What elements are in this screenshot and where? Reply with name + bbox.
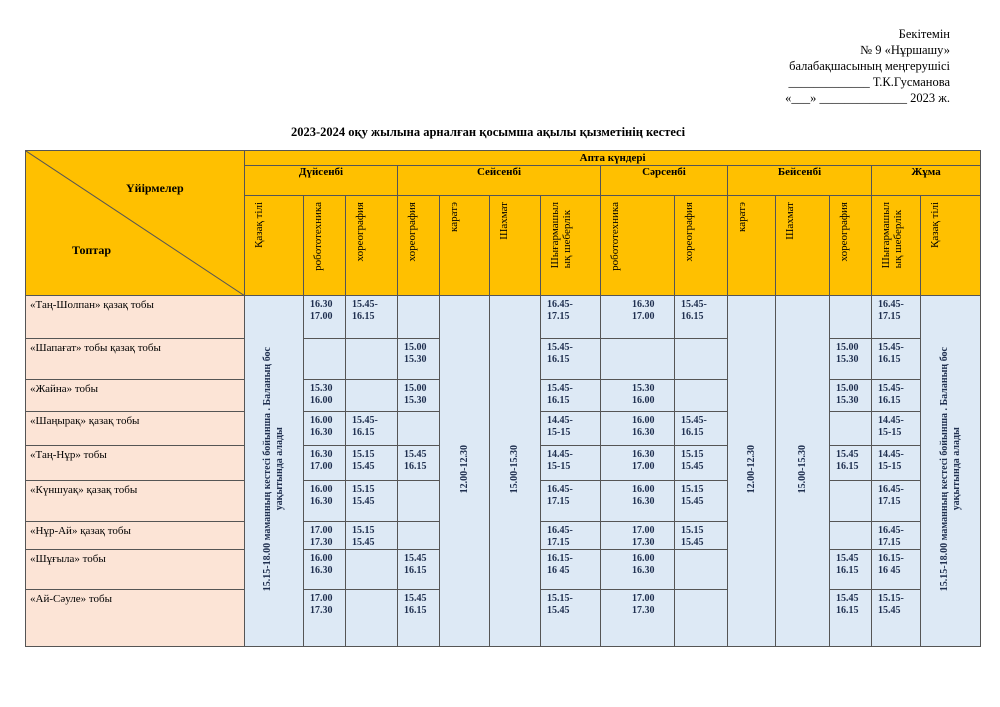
- creative-tuesday-cell: 14.45- 15-15: [541, 446, 601, 481]
- creative-friday-cell: 14.45- 15-15: [872, 412, 921, 446]
- choreography-monday-cell: [346, 550, 398, 590]
- robotics-wednesday-cell: 16.00 16.30: [601, 481, 675, 522]
- day-monday: Дүйсенбі: [245, 166, 398, 196]
- choreography-tuesday-cell: 15.00 15.30: [398, 339, 440, 380]
- creative-tuesday-cell: 16.45- 17.15: [541, 296, 601, 339]
- subject-label: Шахмат: [498, 202, 510, 240]
- approval-line-1: Бекітемін: [898, 27, 950, 41]
- group-name: «Таң-Нұр» тобы: [26, 446, 245, 481]
- approval-block: [700, 26, 950, 106]
- choreography-wednesday-cell: [675, 550, 728, 590]
- subject-header: [728, 196, 776, 296]
- choreography-monday-cell: [346, 590, 398, 647]
- day-tuesday: Сейсенбі: [398, 166, 601, 196]
- robotics-wednesday-cell: 17.00 17.30: [601, 522, 675, 550]
- robotics-wednesday-cell: 16.30 17.00: [601, 296, 675, 339]
- creative-tuesday-cell: 14.45- 15-15: [541, 412, 601, 446]
- group-name: «Күншуақ» қазақ тобы: [26, 481, 245, 522]
- creative-friday-cell: 16.15- 16 45: [872, 550, 921, 590]
- choreography-wednesday-cell: 15.45- 16.15: [675, 412, 728, 446]
- choreography-wednesday-cell: [675, 339, 728, 380]
- choreography-monday-cell: 15.15 15.45: [346, 522, 398, 550]
- robotics-monday-cell: [304, 339, 346, 380]
- robotics-wednesday-cell: 16.30 17.00: [601, 446, 675, 481]
- approval-line-3: балабақшасының меңгерушісі: [789, 59, 950, 73]
- choreography-monday-cell: [346, 339, 398, 380]
- subject-header: [776, 196, 830, 296]
- choreography-thursday-cell: [830, 481, 872, 522]
- choreography-thursday-cell: 15.45 16.15: [830, 550, 872, 590]
- creative-tuesday-cell: 16.45- 17.15: [541, 481, 601, 522]
- choreography-thursday-cell: 15.45 16.15: [830, 446, 872, 481]
- choreography-wednesday-cell: 15.15 15.45: [675, 522, 728, 550]
- choreography-monday-cell: 15.45- 16.15: [346, 296, 398, 339]
- header-diagonal-cell: [26, 151, 245, 296]
- subject-label: робототехника: [312, 202, 324, 271]
- creative-tuesday-cell: 15.15- 15.45: [541, 590, 601, 647]
- robotics-monday-cell: 15.30 16.00: [304, 380, 346, 412]
- subject-label: каратэ: [736, 202, 748, 232]
- robotics-monday-cell: 16.30 17.00: [304, 446, 346, 481]
- subject-label: Шахмат: [784, 202, 796, 240]
- group-name: «Шаңырақ» қазақ тобы: [26, 412, 245, 446]
- choreography-tuesday-cell: 15.00 15.30: [398, 380, 440, 412]
- robotics-monday-cell: 16.00 16.30: [304, 481, 346, 522]
- approval-line-2: № 9 «Нұршашу»: [860, 43, 950, 57]
- choreography-thursday-cell: 15.00 15.30: [830, 339, 872, 380]
- groups-label: Топтар: [72, 243, 112, 257]
- choreography-wednesday-cell: [675, 590, 728, 647]
- document-title: 2023-2024 оқу жылына арналған қосымша ақылы қызметінің кестесі: [290, 125, 686, 139]
- subject-label: хореография: [354, 202, 366, 262]
- subject-label: хореография: [406, 202, 418, 262]
- choreography-wednesday-cell: 15.15 15.45: [675, 481, 728, 522]
- creative-friday-cell: 15.45- 16.15: [872, 339, 921, 380]
- day-thursday: Бейсенбі: [728, 166, 872, 196]
- choreography-thursday-cell: 15.45 16.15: [830, 590, 872, 647]
- robotics-wednesday-cell: [601, 339, 675, 380]
- choreography-thursday-cell: [830, 522, 872, 550]
- subject-header: [398, 196, 440, 296]
- approval-line-4: _____________ Т.К.Гусманова: [788, 75, 950, 89]
- kazakh-monday-span: [245, 296, 304, 647]
- choreography-wednesday-cell: [675, 380, 728, 412]
- subject-label: хореография: [683, 202, 695, 262]
- subject-header: [675, 196, 728, 296]
- weekdays-header: Апта күндері: [245, 151, 981, 166]
- creative-tuesday-cell: 15.45- 16.15: [541, 339, 601, 380]
- choreography-monday-cell: 15.15 15.45: [346, 481, 398, 522]
- kazakh-friday-span-text: 15.15-18.00 маманның кестесі бойынша . Баланың бос уақытында алады: [938, 347, 962, 592]
- subject-header: [490, 196, 541, 296]
- choreography-monday-cell: 15.45- 16.15: [346, 412, 398, 446]
- subject-header: [872, 196, 921, 296]
- subject-label: Шығармашыл ық шеберлік: [549, 202, 573, 269]
- table-row: [26, 296, 981, 339]
- robotics-wednesday-cell: 17.00 17.30: [601, 590, 675, 647]
- choreography-wednesday-cell: 15.15 15.45: [675, 446, 728, 481]
- kazakh-monday-span-text: 15.15-18.00 маманның кестесі бойынша . Баланың бос уақытында алады: [262, 347, 285, 592]
- robotics-monday-cell: 16.00 16.30: [304, 412, 346, 446]
- group-name: «Таң-Шолпан» қазақ тобы: [26, 296, 245, 339]
- choreography-tuesday-cell: [398, 296, 440, 339]
- schedule-table: [25, 150, 981, 647]
- robotics-wednesday-cell: 16.00 16.30: [601, 412, 675, 446]
- choreography-wednesday-cell: 15.45- 16.15: [675, 296, 728, 339]
- subject-header: [541, 196, 601, 296]
- subject-label: Шығармашыл ық шеберлік: [880, 202, 904, 269]
- robotics-wednesday-cell: 15.30 16.00: [601, 380, 675, 412]
- choreography-monday-cell: [346, 380, 398, 412]
- subject-header: [304, 196, 346, 296]
- subject-header: [830, 196, 872, 296]
- diagonal-line: [26, 151, 245, 296]
- creative-friday-cell: 15.45- 16.15: [872, 380, 921, 412]
- robotics-monday-cell: 17.00 17.30: [304, 522, 346, 550]
- creative-tuesday-cell: 16.15- 16 45: [541, 550, 601, 590]
- circles-label: Үйірмелер: [126, 181, 184, 195]
- creative-friday-cell: 16.45- 17.15: [872, 522, 921, 550]
- robotics-monday-cell: 17.00 17.30: [304, 590, 346, 647]
- group-name: «Ай-Сәуле» тобы: [26, 590, 245, 647]
- group-name: «Нұр-Ай» қазақ тобы: [26, 522, 245, 550]
- subject-label: хореография: [838, 202, 850, 262]
- subject-label: робототехника: [609, 202, 621, 271]
- subject-header: [440, 196, 490, 296]
- choreography-tuesday-cell: 15.45 16.15: [398, 446, 440, 481]
- chess-thursday-span: [776, 296, 830, 647]
- group-name: «Шұғыла» тобы: [26, 550, 245, 590]
- day-wednesday: Сәрсенбі: [601, 166, 728, 196]
- subject-header: [921, 196, 981, 296]
- karate-tuesday-span: [440, 296, 490, 647]
- chess-tuesday-span-text: 15.00-15.30: [509, 445, 520, 494]
- schedule-body: [26, 296, 981, 647]
- karate-tuesday-span-text: 12.00-12.30: [458, 445, 470, 494]
- chess-tuesday-span: [490, 296, 541, 647]
- subject-header: [346, 196, 398, 296]
- choreography-thursday-cell: [830, 296, 872, 339]
- creative-friday-cell: 16.45- 17.15: [872, 481, 921, 522]
- choreography-monday-cell: 15.15 15.45: [346, 446, 398, 481]
- group-name: «Шапағат» тобы қазақ тобы: [26, 339, 245, 380]
- robotics-monday-cell: 16.30 17.00: [304, 296, 346, 339]
- chess-thursday-span-text: 15.00-15.30: [796, 445, 808, 494]
- choreography-thursday-cell: 15.00 15.30: [830, 380, 872, 412]
- creative-tuesday-cell: 15.45- 16.15: [541, 380, 601, 412]
- subject-label: Қазақ тілі: [253, 202, 265, 248]
- subject-header: [601, 196, 675, 296]
- choreography-tuesday-cell: [398, 481, 440, 522]
- choreography-thursday-cell: [830, 412, 872, 446]
- group-name: «Жайна» тобы: [26, 380, 245, 412]
- subject-label: каратэ: [448, 202, 460, 232]
- kazakh-friday-span: [921, 296, 981, 647]
- subject-header: [245, 196, 304, 296]
- choreography-tuesday-cell: [398, 412, 440, 446]
- day-friday: Жұма: [872, 166, 981, 196]
- approval-line-5: «___» ______________ 2023 ж.: [785, 91, 950, 105]
- creative-friday-cell: 16.45- 17.15: [872, 296, 921, 339]
- choreography-tuesday-cell: [398, 522, 440, 550]
- subject-label: Қазақ тілі: [929, 202, 941, 248]
- karate-thursday-span-text: 12.00-12.30: [745, 445, 757, 494]
- creative-friday-cell: 14.45- 15-15: [872, 446, 921, 481]
- karate-thursday-span: [728, 296, 776, 647]
- creative-tuesday-cell: 16.45- 17.15: [541, 522, 601, 550]
- creative-friday-cell: 15.15- 15.45: [872, 590, 921, 647]
- robotics-monday-cell: 16.00 16.30: [304, 550, 346, 590]
- robotics-wednesday-cell: 16.00 16.30: [601, 550, 675, 590]
- choreography-tuesday-cell: 15.45 16.15: [398, 550, 440, 590]
- choreography-tuesday-cell: 15.45 16.15: [398, 590, 440, 647]
